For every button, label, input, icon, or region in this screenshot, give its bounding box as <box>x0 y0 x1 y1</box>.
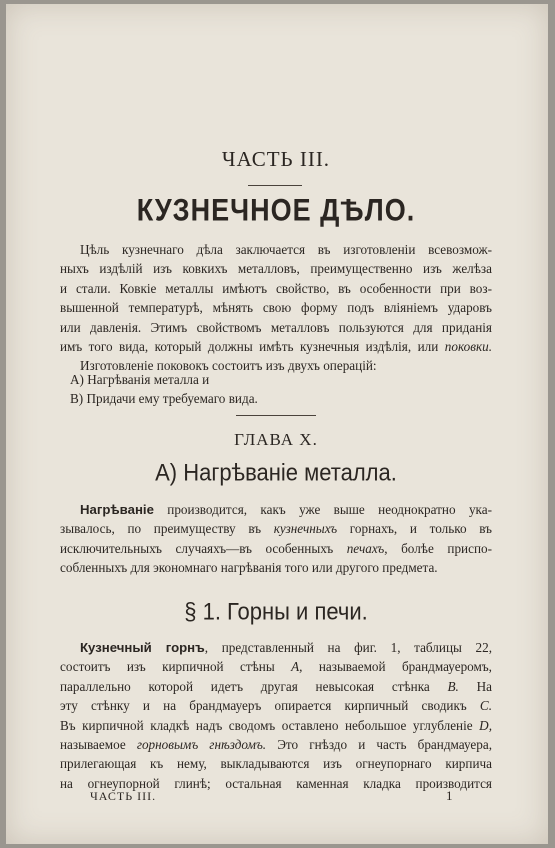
text-fragment: Въ кирпичной кладкѣ надъ сводомъ оставлено небольшое углубленіе <box>60 717 480 733</box>
page-number: 1 <box>446 788 453 803</box>
forge-paragraph <box>60 638 492 793</box>
text-line: или давленія. Этимъ свойствомъ металловъ пользуются для приданія <box>60 319 492 335</box>
text-fragment: горнахъ, и только въ <box>337 521 492 537</box>
text-fragment: зывалось, по преимуществу въ <box>60 521 274 537</box>
italic-term: А, <box>291 659 303 675</box>
text-line <box>60 638 492 657</box>
text-fragment: исключительныхъ случаяхъ—въ особенныхъ <box>60 540 347 556</box>
text-line: Изготовленіе поковокъ состоитъ изъ двухъ операцій: <box>80 358 377 374</box>
heating-paragraph <box>60 500 492 578</box>
text-fragment: эту стѣнку и на брандмауеръ опирается кирпичный сводикъ <box>60 698 480 714</box>
text-fragment: называемое <box>60 737 137 753</box>
text-fragment: Это гнѣздо и часть брандмауера, <box>266 737 492 753</box>
italic-term: поковки. <box>444 339 492 355</box>
italic-term: С. <box>479 698 492 714</box>
text-line: на огнеупорной глинѣ; остальная каменная кладка производится <box>60 775 492 791</box>
text-line <box>60 716 492 735</box>
text-fragment: состоитъ изъ кирпичной стѣны <box>60 659 292 675</box>
text-line: прилегающая къ нему, выкладываются изъ огнеупорнаго кирпича <box>60 756 492 772</box>
bold-term: Нагрѣваніе <box>80 502 154 517</box>
section-title: § 1. Горны и печи. <box>184 597 368 626</box>
text-line <box>60 735 492 754</box>
italic-term: В. <box>447 678 459 694</box>
part-title: ЧАСТЬ III. <box>221 147 331 171</box>
text-line <box>60 337 492 356</box>
list-item: В) Придачи ему требуемаго вида. <box>70 391 258 407</box>
text-line <box>60 677 492 696</box>
text-line <box>60 539 492 558</box>
text-fragment: называемой брандмауеромъ, <box>302 659 492 675</box>
book-page <box>6 4 548 844</box>
italic-term: D, <box>479 717 492 733</box>
text-line: и стали. Ковкіе металлы имѣютъ свойство, въ особенности при воз- <box>60 280 492 296</box>
italic-term: горновымъ гнѣздомъ. <box>136 737 267 753</box>
intro-paragraph <box>60 240 492 376</box>
text-fragment: , представленный на фиг. 1, таблицы 22, <box>204 640 492 655</box>
footer-running-head: ЧАСТЬ III. <box>90 789 157 803</box>
text-line <box>60 500 492 519</box>
bold-term: Кузнечный горнъ <box>80 640 205 655</box>
text-fragment: производится, какъ уже выше неоднократно ука- <box>153 502 492 517</box>
text-line: ныхъ издѣлій изъ ковкихъ металловъ, преимущественно изъ желѣза <box>60 261 492 277</box>
text-fragment: параллельно которой идетъ другая невысокая стѣнка <box>60 678 448 694</box>
text-line: Цѣль кузнечнаго дѣла заключается въ изготовленіи всевозмож- <box>80 242 492 257</box>
text-line: вышенной температурѣ, мѣнять свою форму подъ вліяніемъ ударовъ <box>60 300 492 316</box>
italic-term: кузнечныхъ <box>273 521 338 537</box>
italic-term: печахъ <box>346 540 385 556</box>
main-title: КУЗНЕЧНОЕ ДѢЛО. <box>136 192 416 228</box>
divider <box>236 415 316 416</box>
text-fragment: На <box>458 678 492 694</box>
text-line <box>60 696 492 715</box>
operations-list <box>70 370 258 409</box>
chapter-heading: ГЛАВА X. <box>234 430 318 449</box>
text-line <box>60 657 492 676</box>
text-line <box>60 519 492 538</box>
list-item: А) Нагрѣванія металла и <box>70 372 210 387</box>
section-title: А) Нагрѣваніе металла. <box>155 458 397 487</box>
divider <box>248 185 302 186</box>
text-fragment: имъ того вида, который должны имѣть кузнечныя издѣлія, или <box>60 339 439 355</box>
text-line: собленныхъ для экономнаго нагрѣванія того или другого предмета. <box>60 560 438 576</box>
text-fragment: , болѣе приспо- <box>384 540 492 556</box>
